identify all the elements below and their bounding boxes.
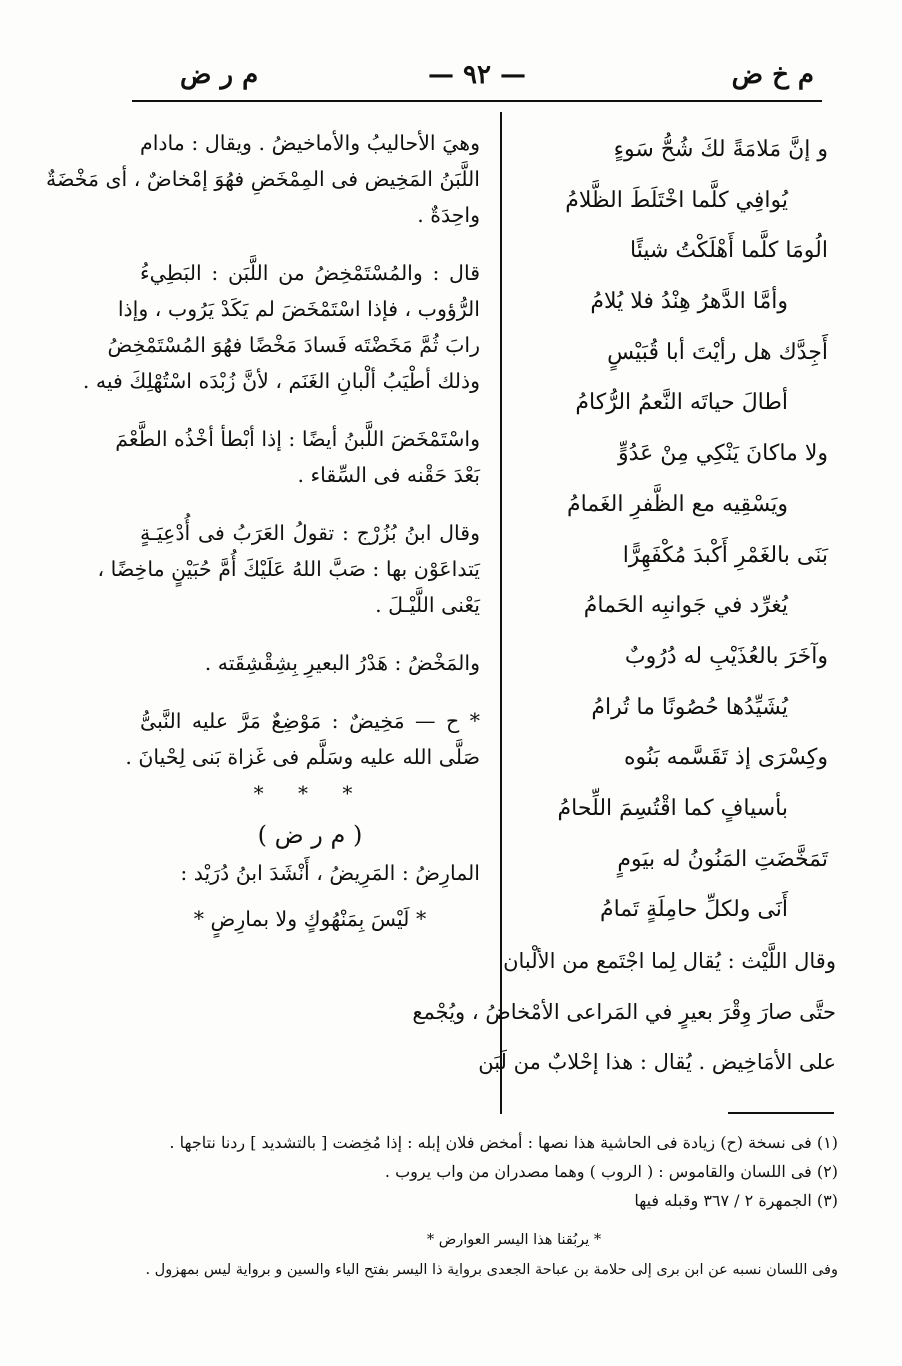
prose-line: والمَخْضُ : هَدْرُ البعيرِ بِشِقْشِقَته . (204, 651, 480, 675)
header-rule (132, 100, 822, 102)
verse-line: ولا ماكانَ يَنْكِي مِنْ عَدُوٍّ (617, 441, 828, 467)
verse-line: تَمَخَّضَتِ المَنُونُ له بيَومٍ (617, 846, 828, 872)
prose-line: وقال اللَّيْث : يُقال لِما اجْتَمع من الألْبان (503, 949, 836, 973)
header-root-right: م خ ض (731, 60, 814, 90)
prose-line: واسْتَمْخَضَ اللَّبنُ أيضًا : إذا أبْطأ أخْذُه الطَّعْمَ (115, 427, 480, 451)
prose-line: بَعْدَ حَقْنه فى السِّقاء . (297, 463, 480, 487)
prose-line: رابَ ثُمَّ مَخَضْتَه فَسادَ مَخْضًا فهُوَ المُسْتَمْخِضُ (107, 333, 480, 357)
footnote: (٣) الجمهرة ٢ / ٣٦٧ وقبله فيها (634, 1191, 838, 1210)
footnote-verse: * يربُقنا هذا اليسر العوارض * (426, 1232, 602, 1248)
section-stars: * * * (253, 781, 367, 805)
prose-line: على الأمَاخِيض . يُقال : هذا إحْلابٌ من لَبَن (478, 1050, 836, 1075)
prose-line: * ح — مَخِيضٌ : مَوْضِعٌ مَرَّ عليه النَّبىُّ (140, 709, 480, 733)
prose-line: واحِدَةٌ . (417, 203, 480, 227)
verse-line: يُشَيِّدُها حُصُونًا ما تُرامُ (591, 694, 788, 720)
verse-line: بأسيافٍ كما اقْتُسِمَ اللِّحامُ (557, 795, 788, 821)
footnote-attribution: وفى اللسان نسبه عن ابن برى إلى حلامة بن عباحة الجعدى برواية ذا اليسر بفتح الياء والسين و برواية ليس بمهزول . (145, 1262, 838, 1278)
verse-line: وآخَرَ بالعُذَيْبِ له دُرُوبٌ (624, 643, 828, 669)
prose-line: الرُّؤوب ، فإذا اسْتَمْخَضَ لم يَكَدْ يَرُوب ، وإذا (117, 297, 480, 321)
prose-line: وذلك أطْيَبُ ألْبانِ الغَنَم ، لأنَّ زُبْدَه اسْتُهْلِكَ فيه . (82, 369, 480, 393)
verse-line: و إنَّ مَلامَةً لكَ شُحُّ سَوءٍ (613, 137, 828, 162)
section-title: ( م ر ض ) (257, 821, 363, 849)
prose-line: صَلَّى الله عليه وسَلَّم فى غَزاة بَنى لِحْيانَ . (125, 745, 480, 769)
column-divider (500, 112, 502, 1114)
prose-line: قال : والمُسْتَمْخِضُ من اللَّبَن : البَطِيءُ (140, 261, 480, 285)
verse-line: وأمَّا الدَّهرُ هِنْدُ فلا يُلامُ (590, 289, 788, 315)
verse-line: بَنَى بالغَمْرِ أَكْبدَ مُكْفَهِرًّا (622, 542, 828, 568)
verse-line: وكِسْرَى إذ تَقَسَّمه بَنُوه (623, 745, 828, 771)
hemistich: * لَيْسَ بِمَنْهُوكٍ ولا بمارِضٍ * (193, 907, 427, 931)
page-number: — ٩٢ — (427, 60, 527, 90)
verse-line: أطالَ حياتَه النَّعمُ الرُّكامُ (575, 390, 788, 416)
prose-line: اللَّبَنُ المَخِيض فى المِمْخَضِ فهُوَ إمْخاضٌ ، أى مَخْضَةٌ (46, 167, 480, 191)
entry-line: المارِضُ : المَرِيضُ ، أَنْشَدَ ابنُ دُرَيْد : (180, 861, 480, 885)
verse-line: الُومَا كلَّما أَهْلَكْتُ شيئًا (630, 238, 828, 264)
footnote-rule (728, 1112, 834, 1114)
prose-line: وقال ابنُ بُزُرْج : تقولُ العَرَبُ فى أُدْعِيَـةٍ (140, 521, 480, 545)
verse-line: يُوافِي كلَّما اخْتَلَطَ الظَّلامُ (565, 187, 788, 213)
footnote: (٢) فى اللسان والقاموس : ( الروب ) وهما مصدران من واب يروب . (384, 1162, 838, 1181)
left-column (46, 125, 480, 939)
prose-line: يَتداعَوْن بها : صَبَّ اللهُ عَلَيْكَ أُمَّ حُبَيْنٍ ماخِضًا ، (97, 557, 480, 581)
verse-line: ويَسْقِيه مع الظَّفرِ الغَمامُ (566, 491, 788, 517)
prose-line: وهيَ الأحاليبُ والأماخيضُ . ويقال : مادام (140, 131, 480, 155)
footnotes (169, 1128, 838, 1215)
footnote: (١) فى نسخة (ح) زيادة فى الحاشية هذا نصها : أمخض فلان إبله : إذا مُخِضت [ بالتشديد ] ردنا نتاجها . (169, 1133, 838, 1152)
header-root-left: م ر ض (180, 60, 259, 90)
page-header (132, 60, 822, 100)
verse-line: أَجِدَّك هل رأيْتَ أبا قُبَيْسٍ (607, 339, 828, 365)
prose-line: يَعْنى اللَّيْـلَ . (375, 593, 480, 617)
verse-line: أَنَى ولكلِّ حامِلَةٍ تَمامُ (599, 897, 788, 923)
verse-line: يُغرِّد في جَوانبِه الحَمامُ (583, 593, 788, 619)
prose-line: حتَّى صارَ وِقْرَ بعيرٍ في المَراعى الأمْخاضُ ، ويُجْمع (412, 999, 836, 1024)
